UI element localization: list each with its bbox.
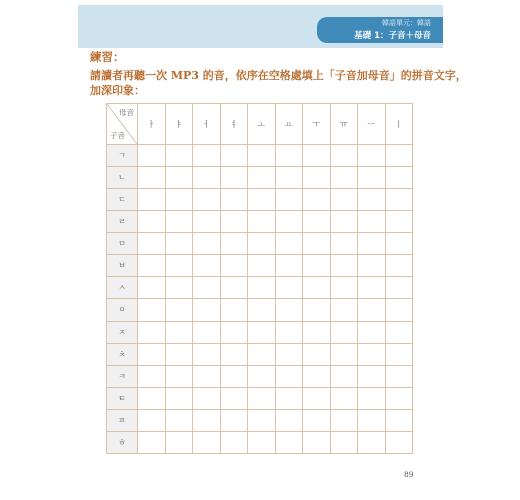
blank-answer-cell[interactable] — [385, 255, 413, 277]
blank-answer-cell[interactable] — [303, 409, 331, 431]
blank-answer-cell[interactable] — [330, 299, 358, 321]
blank-answer-cell[interactable] — [220, 321, 248, 343]
blank-answer-cell[interactable] — [275, 145, 303, 167]
blank-answer-cell[interactable] — [303, 211, 331, 233]
blank-answer-cell[interactable] — [165, 145, 193, 167]
consonant-row — [107, 167, 413, 189]
blank-answer-cell[interactable] — [385, 189, 413, 211]
blank-answer-cell[interactable] — [358, 167, 386, 189]
blank-answer-cell[interactable] — [220, 167, 248, 189]
blank-answer-cell[interactable] — [330, 431, 358, 453]
blank-answer-cell[interactable] — [138, 233, 166, 255]
exercise-title: 練習： — [90, 50, 125, 64]
blank-answer-cell[interactable] — [193, 431, 221, 453]
corner-vowel-label: 母音 — [119, 108, 134, 117]
exercise-instruction-line-2: 加深印象： — [90, 84, 145, 97]
blank-answer-cell[interactable] — [303, 167, 331, 189]
blank-answer-cell[interactable] — [248, 343, 276, 365]
blank-answer-cell[interactable] — [358, 431, 386, 453]
blank-answer-cell[interactable] — [275, 277, 303, 299]
consonant-row — [107, 299, 413, 321]
blank-answer-cell[interactable] — [165, 387, 193, 409]
blank-answer-cell[interactable] — [248, 233, 276, 255]
blank-answer-cell[interactable] — [193, 365, 221, 387]
blank-answer-cell[interactable] — [138, 167, 166, 189]
blank-answer-cell[interactable] — [385, 299, 413, 321]
blank-answer-cell[interactable] — [385, 233, 413, 255]
blank-answer-cell[interactable] — [303, 189, 331, 211]
blank-answer-cell[interactable] — [220, 409, 248, 431]
blank-answer-cell[interactable] — [330, 211, 358, 233]
blank-answer-cell[interactable] — [303, 255, 331, 277]
blank-answer-cell[interactable] — [138, 145, 166, 167]
blank-answer-cell[interactable] — [358, 321, 386, 343]
blank-answer-cell[interactable] — [385, 277, 413, 299]
consonant-row — [107, 277, 413, 299]
consonant-header-cell: ㄱ — [107, 145, 138, 167]
consonant-header-cell: ㅌ — [107, 387, 138, 409]
consonant-row — [107, 343, 413, 365]
blank-answer-cell[interactable] — [193, 167, 221, 189]
blank-answer-cell[interactable] — [275, 189, 303, 211]
blank-answer-cell[interactable] — [358, 145, 386, 167]
consonant-header-cell: ㄹ — [107, 211, 138, 233]
blank-answer-cell[interactable] — [193, 299, 221, 321]
blank-answer-cell[interactable] — [165, 343, 193, 365]
blank-answer-cell[interactable] — [220, 343, 248, 365]
blank-answer-cell[interactable] — [220, 365, 248, 387]
blank-answer-cell[interactable] — [303, 277, 331, 299]
exercise-instruction-line-1: 請讀者再聽一次 MP3 的音，依序在空格處填上「子音加母音」的拼音文字， — [90, 69, 467, 82]
consonant-row — [107, 321, 413, 343]
blank-answer-cell[interactable] — [248, 431, 276, 453]
blank-answer-cell[interactable] — [193, 145, 221, 167]
blank-answer-cell[interactable] — [165, 365, 193, 387]
blank-answer-cell[interactable] — [138, 431, 166, 453]
corner-consonant-label: 子音 — [110, 131, 125, 140]
blank-answer-cell[interactable] — [248, 211, 276, 233]
vowel-header-cell: ㅜ — [303, 104, 331, 145]
vowel-header-cell: ㅛ — [275, 104, 303, 145]
consonant-row — [107, 365, 413, 387]
blank-answer-cell[interactable] — [138, 299, 166, 321]
blank-answer-cell[interactable] — [303, 365, 331, 387]
blank-answer-cell[interactable] — [358, 365, 386, 387]
consonant-row — [107, 211, 413, 233]
blank-answer-cell[interactable] — [138, 211, 166, 233]
blank-answer-cell[interactable] — [193, 277, 221, 299]
consonant-header-cell: ㅁ — [107, 233, 138, 255]
blank-answer-cell[interactable] — [303, 343, 331, 365]
blank-answer-cell[interactable] — [330, 365, 358, 387]
blank-answer-cell[interactable] — [248, 321, 276, 343]
page-number: 89 — [404, 470, 414, 479]
consonant-row — [107, 431, 413, 453]
blank-answer-cell[interactable] — [330, 321, 358, 343]
blank-answer-cell[interactable] — [193, 343, 221, 365]
blank-answer-cell[interactable] — [303, 145, 331, 167]
blank-answer-cell[interactable] — [275, 211, 303, 233]
blank-answer-cell[interactable] — [220, 233, 248, 255]
blank-answer-cell[interactable] — [138, 365, 166, 387]
blank-answer-cell[interactable] — [275, 233, 303, 255]
blank-answer-cell[interactable] — [385, 365, 413, 387]
blank-answer-cell[interactable] — [330, 233, 358, 255]
vowel-header-cell: ㅑ — [165, 104, 193, 145]
vowel-header-cell: ㅗ — [248, 104, 276, 145]
unit-title: 韓語單元：韓語 — [382, 19, 431, 27]
blank-answer-cell[interactable] — [248, 189, 276, 211]
blank-answer-cell[interactable] — [358, 277, 386, 299]
blank-answer-cell[interactable] — [165, 233, 193, 255]
blank-answer-cell[interactable] — [330, 409, 358, 431]
blank-answer-cell[interactable] — [275, 387, 303, 409]
blank-answer-cell[interactable] — [193, 321, 221, 343]
blank-answer-cell[interactable] — [165, 167, 193, 189]
blank-answer-cell[interactable] — [138, 277, 166, 299]
blank-answer-cell[interactable] — [248, 365, 276, 387]
blank-answer-cell[interactable] — [330, 343, 358, 365]
blank-answer-cell[interactable] — [358, 387, 386, 409]
blank-answer-cell[interactable] — [248, 409, 276, 431]
blank-answer-cell[interactable] — [275, 431, 303, 453]
blank-answer-cell[interactable] — [385, 409, 413, 431]
blank-answer-cell[interactable] — [358, 211, 386, 233]
blank-answer-cell[interactable] — [385, 343, 413, 365]
blank-answer-cell[interactable] — [193, 233, 221, 255]
consonant-header-cell: ㅊ — [107, 343, 138, 365]
blank-answer-cell[interactable] — [248, 255, 276, 277]
consonant-row — [107, 409, 413, 431]
blank-answer-cell[interactable] — [385, 167, 413, 189]
vowel-header-cell: ㅣ — [385, 104, 413, 145]
vowel-header-cell: ㅡ — [358, 104, 386, 145]
vowel-header-cell: ㅠ — [330, 104, 358, 145]
blank-answer-cell[interactable] — [248, 145, 276, 167]
vowel-header-cell: ㅓ — [193, 104, 221, 145]
blank-answer-cell[interactable] — [330, 167, 358, 189]
blank-answer-cell[interactable] — [385, 387, 413, 409]
vowel-header-cell: ㅕ — [220, 104, 248, 145]
blank-answer-cell[interactable] — [138, 189, 166, 211]
blank-answer-cell[interactable] — [220, 145, 248, 167]
consonant-row — [107, 145, 413, 167]
blank-answer-cell[interactable] — [385, 145, 413, 167]
practice-grid — [106, 103, 413, 454]
blank-answer-cell[interactable] — [220, 211, 248, 233]
blank-answer-cell[interactable] — [275, 343, 303, 365]
blank-answer-cell[interactable] — [385, 211, 413, 233]
blank-answer-cell[interactable] — [358, 233, 386, 255]
blank-answer-cell[interactable] — [193, 211, 221, 233]
blank-answer-cell[interactable] — [358, 343, 386, 365]
blank-answer-cell[interactable] — [220, 387, 248, 409]
blank-answer-cell[interactable] — [275, 409, 303, 431]
blank-answer-cell[interactable] — [248, 299, 276, 321]
lesson-title: 基礎 1：子音＋母音 — [354, 31, 431, 41]
blank-answer-cell[interactable] — [193, 409, 221, 431]
blank-answer-cell[interactable] — [138, 343, 166, 365]
consonant-row — [107, 233, 413, 255]
consonant-row — [107, 387, 413, 409]
blank-answer-cell[interactable] — [330, 387, 358, 409]
blank-answer-cell[interactable] — [220, 299, 248, 321]
blank-answer-cell[interactable] — [138, 409, 166, 431]
blank-answer-cell[interactable] — [303, 431, 331, 453]
blank-answer-cell[interactable] — [193, 189, 221, 211]
blank-answer-cell[interactable] — [385, 431, 413, 453]
blank-answer-cell[interactable] — [358, 255, 386, 277]
lesson-tab — [317, 17, 443, 43]
consonant-header-cell: ㅇ — [107, 299, 138, 321]
blank-answer-cell[interactable] — [275, 365, 303, 387]
blank-answer-cell[interactable] — [165, 409, 193, 431]
consonant-header-cell: ㄷ — [107, 189, 138, 211]
blank-answer-cell[interactable] — [275, 321, 303, 343]
blank-answer-cell[interactable] — [165, 189, 193, 211]
blank-answer-cell[interactable] — [330, 189, 358, 211]
blank-answer-cell[interactable] — [193, 387, 221, 409]
vowel-header-cell: ㅏ — [138, 104, 166, 145]
consonant-row — [107, 255, 413, 277]
blank-answer-cell[interactable] — [248, 387, 276, 409]
blank-answer-cell[interactable] — [165, 321, 193, 343]
blank-answer-cell[interactable] — [248, 277, 276, 299]
consonant-header-cell: ㅋ — [107, 365, 138, 387]
blank-answer-cell[interactable] — [165, 255, 193, 277]
vowel-header-row — [107, 104, 413, 145]
consonant-header-cell: ㅈ — [107, 321, 138, 343]
consonant-header-cell: ㅂ — [107, 255, 138, 277]
blank-answer-cell[interactable] — [138, 255, 166, 277]
grid-corner-cell — [107, 104, 138, 145]
consonant-row — [107, 189, 413, 211]
consonant-header-cell: ㅍ — [107, 409, 138, 431]
blank-answer-cell[interactable] — [138, 387, 166, 409]
blank-answer-cell[interactable] — [275, 167, 303, 189]
blank-answer-cell[interactable] — [303, 387, 331, 409]
blank-answer-cell[interactable] — [330, 145, 358, 167]
blank-answer-cell[interactable] — [220, 189, 248, 211]
blank-answer-cell[interactable] — [220, 431, 248, 453]
blank-answer-cell[interactable] — [165, 299, 193, 321]
blank-answer-cell[interactable] — [220, 255, 248, 277]
blank-answer-cell[interactable] — [358, 189, 386, 211]
blank-answer-cell[interactable] — [358, 299, 386, 321]
blank-answer-cell[interactable] — [138, 321, 166, 343]
blank-answer-cell[interactable] — [220, 277, 248, 299]
blank-answer-cell[interactable] — [358, 409, 386, 431]
blank-answer-cell[interactable] — [275, 299, 303, 321]
blank-answer-cell[interactable] — [165, 277, 193, 299]
blank-answer-cell[interactable] — [330, 277, 358, 299]
consonant-header-cell: ㅅ — [107, 277, 138, 299]
consonant-header-cell: ㅎ — [107, 431, 138, 453]
consonant-header-cell: ㄴ — [107, 167, 138, 189]
blank-answer-cell[interactable] — [330, 255, 358, 277]
blank-answer-cell[interactable] — [303, 233, 331, 255]
blank-answer-cell[interactable] — [165, 211, 193, 233]
blank-answer-cell[interactable] — [303, 299, 331, 321]
blank-answer-cell[interactable] — [385, 321, 413, 343]
blank-answer-cell[interactable] — [165, 431, 193, 453]
blank-answer-cell[interactable] — [193, 255, 221, 277]
blank-answer-cell[interactable] — [248, 167, 276, 189]
blank-answer-cell[interactable] — [275, 255, 303, 277]
blank-answer-cell[interactable] — [303, 321, 331, 343]
